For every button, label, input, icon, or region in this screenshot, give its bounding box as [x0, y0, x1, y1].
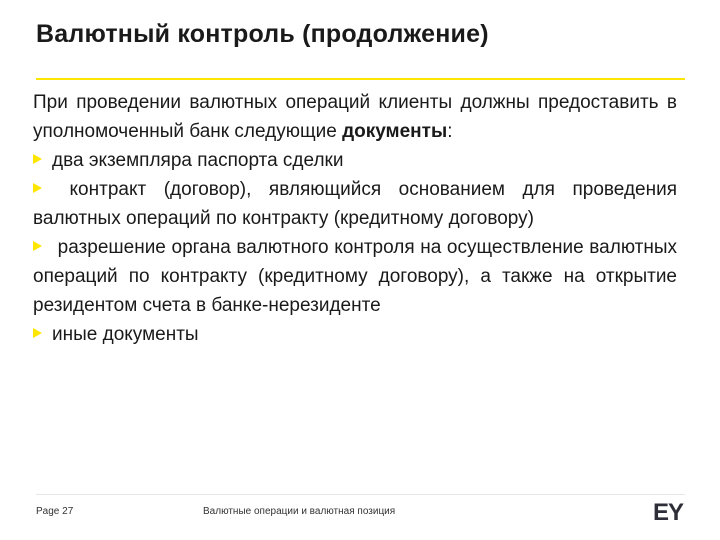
intro-bold-text: документы [342, 121, 448, 142]
bullet-item [33, 233, 677, 320]
bullet-text: два экземпляра паспорта сделки [52, 150, 344, 171]
bullet-text: иные документы [52, 324, 199, 345]
triangle-bullet-icon [33, 154, 42, 164]
slide-body [33, 88, 677, 349]
bullet-item [33, 320, 677, 349]
triangle-bullet-icon [33, 183, 42, 193]
bullet-text: контракт (договор), являющийся основанием для проведения валютных операций по контракту (кредитному договору) [33, 179, 677, 229]
page-number: Page 27 [36, 506, 74, 517]
intro-text: При проведении валютных операций клиенты должны предоставить в уполномоченный банк следующие [33, 92, 677, 142]
footer-divider [36, 494, 685, 495]
triangle-bullet-icon [33, 328, 42, 338]
bullet-item [33, 146, 677, 175]
title-divider [36, 78, 685, 80]
intro-suffix: : [447, 121, 453, 142]
intro-paragraph [33, 88, 677, 146]
bullet-text: разрешение органа валютного контроля на осуществление валютных операций по контракту (кредитному договору), а также на открытие резидентом счета в банке-нерезиденте [33, 237, 677, 316]
slide-title: Валютный контроль (продолжение) [36, 20, 489, 48]
triangle-bullet-icon [33, 241, 42, 251]
footer-caption: Валютные операции и валютная позиция [203, 506, 396, 517]
ey-logo: EY [653, 499, 684, 526]
bullet-item [33, 175, 677, 233]
